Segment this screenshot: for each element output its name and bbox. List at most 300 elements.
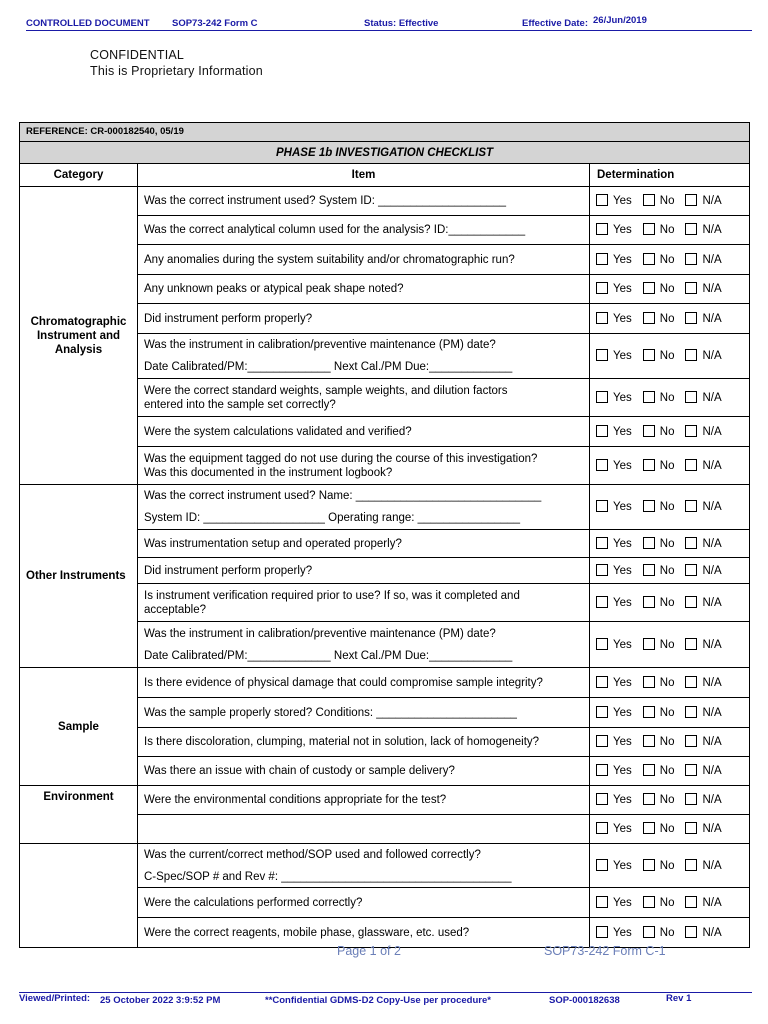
option-no — [643, 896, 675, 910]
checkbox-na[interactable] — [685, 638, 697, 650]
option-na-label: N/A — [702, 823, 722, 835]
checkbox-yes[interactable] — [596, 638, 608, 650]
checkbox-na[interactable] — [685, 822, 697, 834]
controlled-document-label: CONTROLLED DOCUMENT — [26, 18, 150, 29]
category-cell: Environment — [20, 786, 138, 844]
checkbox-na[interactable] — [685, 676, 697, 688]
option-yes-label: Yes — [613, 459, 632, 472]
option-no — [643, 706, 675, 720]
item-cell — [138, 334, 590, 379]
option-no — [643, 764, 675, 778]
option-na-label: N/A — [702, 736, 722, 748]
proprietary-note: This is Proprietary Information — [90, 64, 263, 78]
option-yes-label: Yes — [613, 596, 632, 609]
option-na-label: N/A — [702, 596, 722, 609]
option-yes-label: Yes — [613, 312, 632, 325]
option-na-label: N/A — [702, 794, 722, 806]
item-text: Were the environmental conditions appropriate for the test? — [144, 794, 447, 806]
determination-cell — [590, 757, 750, 786]
item-cell — [138, 558, 590, 584]
option-na — [685, 391, 721, 405]
checkbox-na[interactable] — [685, 391, 697, 403]
item-text: Was the instrument in calibration/preventive maintenance (PM) date? — [144, 627, 496, 640]
option-no-label: No — [659, 794, 675, 806]
option-yes — [596, 822, 632, 836]
option-no-label: No — [659, 736, 675, 748]
item-cell — [138, 668, 590, 698]
determination-cell — [590, 304, 750, 334]
checkbox-no[interactable] — [643, 425, 655, 437]
option-na-label: N/A — [702, 224, 722, 236]
option-no — [643, 253, 675, 267]
option-na-label: N/A — [702, 896, 722, 909]
checkbox-yes[interactable] — [596, 425, 608, 437]
checkbox-yes[interactable] — [596, 793, 608, 805]
column-header-item: Item — [138, 164, 590, 187]
effective-date-label: Effective Date: — [522, 18, 588, 29]
option-yes — [596, 253, 632, 267]
checkbox-no[interactable] — [643, 764, 655, 776]
option-yes-label: Yes — [613, 253, 632, 266]
determination-cell — [590, 187, 750, 216]
option-no — [643, 500, 675, 514]
checkbox-yes[interactable] — [596, 822, 608, 834]
option-no-label: No — [659, 459, 675, 472]
option-na — [685, 223, 721, 237]
option-yes — [596, 500, 632, 514]
option-no-label: No — [659, 224, 675, 236]
checkbox-yes[interactable] — [596, 926, 608, 938]
checkbox-no[interactable] — [643, 859, 655, 871]
checkbox-no[interactable] — [643, 822, 655, 834]
determination-cell — [590, 622, 750, 668]
checkbox-yes[interactable] — [596, 391, 608, 403]
option-yes — [596, 564, 632, 578]
option-no-label: No — [659, 596, 675, 609]
item-text: Was there an issue with chain of custody or sample delivery? — [144, 765, 455, 777]
item-text: Did instrument perform properly? — [144, 312, 313, 325]
checklist-row — [20, 786, 750, 815]
checkbox-na[interactable] — [685, 793, 697, 805]
option-na — [685, 564, 721, 578]
option-na-label: N/A — [702, 391, 722, 404]
item-cell — [138, 447, 590, 485]
determination-cell — [590, 530, 750, 558]
checkbox-yes[interactable] — [596, 564, 608, 576]
option-yes — [596, 459, 632, 473]
option-no — [643, 859, 675, 873]
checkbox-no[interactable] — [643, 194, 655, 206]
checkbox-na[interactable] — [685, 500, 697, 512]
determination-cell — [590, 379, 750, 417]
option-no-label: No — [659, 350, 675, 362]
determination-cell — [590, 786, 750, 815]
option-yes — [596, 706, 632, 720]
item-text: Did instrument perform properly? — [144, 564, 313, 577]
checkbox-na[interactable] — [685, 735, 697, 747]
item-cell — [138, 584, 590, 622]
checkbox-no[interactable] — [643, 706, 655, 718]
option-no-label: No — [659, 537, 675, 550]
option-yes-label: Yes — [613, 859, 632, 872]
option-yes — [596, 676, 632, 690]
item-cell — [138, 698, 590, 728]
checkbox-na[interactable] — [685, 926, 697, 938]
checkbox-no[interactable] — [643, 349, 655, 361]
item-text: Were the system calculations validated and verified? — [144, 425, 412, 438]
checkbox-yes[interactable] — [596, 282, 608, 294]
option-yes — [596, 596, 632, 610]
option-no-label: No — [659, 926, 675, 939]
item-text-continued: entered into the sample set correctly? — [144, 398, 336, 411]
item-cell — [138, 530, 590, 558]
option-na-label: N/A — [702, 638, 722, 651]
option-no — [643, 223, 675, 237]
item-text: Was the correct instrument used? System ID: ____________________ — [144, 195, 507, 207]
determination-cell — [590, 558, 750, 584]
option-na — [685, 706, 721, 720]
checkbox-no[interactable] — [643, 676, 655, 688]
option-no-label: No — [659, 676, 675, 689]
item-text: Was the sample properly stored? Conditions: ______________________ — [144, 706, 517, 719]
determination-cell — [590, 844, 750, 888]
confidential-copy-notice: **Confidential GDMS-D2 Copy-Use per procedure* — [265, 995, 491, 1006]
checkbox-na[interactable] — [685, 253, 697, 265]
option-yes — [596, 312, 632, 326]
option-na — [685, 459, 721, 473]
option-yes-label: Yes — [613, 425, 632, 438]
option-no-label: No — [659, 859, 675, 872]
option-no-label: No — [659, 823, 675, 835]
determination-cell — [590, 668, 750, 698]
determination-cell — [590, 888, 750, 918]
option-yes-label: Yes — [613, 283, 632, 295]
option-no — [643, 735, 675, 749]
item-cell — [138, 485, 590, 530]
option-no — [643, 537, 675, 551]
option-yes-label: Yes — [613, 224, 632, 236]
option-no — [643, 564, 675, 578]
determination-cell — [590, 417, 750, 447]
item-text-continued: Was this documented in the instrument logbook? — [144, 466, 393, 479]
checkbox-yes[interactable] — [596, 706, 608, 718]
checkbox-yes[interactable] — [596, 859, 608, 871]
option-no-label: No — [659, 195, 675, 207]
category-cell: Sample — [20, 668, 138, 786]
option-yes — [596, 764, 632, 778]
checkbox-yes[interactable] — [596, 500, 608, 512]
checkbox-na[interactable] — [685, 706, 697, 718]
checkbox-yes[interactable] — [596, 596, 608, 608]
item-text: Were the correct standard weights, sample weights, and dilution factors — [144, 384, 508, 397]
option-no-label: No — [659, 638, 675, 651]
option-no — [643, 596, 675, 610]
option-no-label: No — [659, 312, 675, 325]
determination-cell — [590, 216, 750, 245]
document-header — [26, 16, 752, 31]
checkbox-yes[interactable] — [596, 735, 608, 747]
checkbox-no[interactable] — [643, 537, 655, 549]
determination-cell — [590, 447, 750, 485]
checkbox-na[interactable] — [685, 537, 697, 549]
determination-cell — [590, 584, 750, 622]
option-yes — [596, 793, 632, 807]
checkbox-na[interactable] — [685, 764, 697, 776]
category-cell — [20, 844, 138, 948]
option-na — [685, 537, 721, 551]
item-cell — [138, 275, 590, 304]
option-na — [685, 859, 721, 873]
option-na — [685, 735, 721, 749]
option-yes — [596, 537, 632, 551]
sop-number: SOP-000182638 — [549, 995, 620, 1006]
option-yes — [596, 391, 632, 405]
column-header-determination: Determination — [590, 164, 750, 187]
form-number-watermark: SOP73-242 Form C-1 — [544, 944, 666, 958]
item-cell — [138, 844, 590, 888]
determination-cell — [590, 334, 750, 379]
item-cell — [138, 728, 590, 757]
option-na — [685, 253, 721, 267]
option-yes — [596, 926, 632, 940]
checkbox-na[interactable] — [685, 349, 697, 361]
option-no — [643, 459, 675, 473]
checkbox-no[interactable] — [643, 793, 655, 805]
checkbox-no[interactable] — [643, 459, 655, 471]
checkbox-na[interactable] — [685, 312, 697, 324]
option-na — [685, 282, 721, 296]
checkbox-yes[interactable] — [596, 896, 608, 908]
checkbox-na[interactable] — [685, 596, 697, 608]
checkbox-na[interactable] — [685, 282, 697, 294]
item-cell — [138, 187, 590, 216]
item-text-continued: acceptable? — [144, 603, 207, 616]
footer-rule — [19, 992, 752, 993]
option-na-label: N/A — [702, 350, 722, 362]
item-cell — [138, 786, 590, 815]
item-cell — [138, 379, 590, 417]
status-label: Status: Effective — [364, 18, 439, 29]
option-na — [685, 349, 721, 363]
option-na — [685, 822, 721, 836]
checkbox-no[interactable] — [643, 596, 655, 608]
option-na-label: N/A — [702, 706, 722, 719]
option-na — [685, 926, 721, 940]
option-na — [685, 638, 721, 652]
checkbox-na[interactable] — [685, 564, 697, 576]
checkbox-na[interactable] — [685, 425, 697, 437]
revision-label: Rev 1 — [666, 993, 692, 1004]
checkbox-na[interactable] — [685, 896, 697, 908]
checklist-title: PHASE 1b INVESTIGATION CHECKLIST — [20, 142, 750, 164]
checkbox-yes[interactable] — [596, 537, 608, 549]
checkbox-no[interactable] — [643, 253, 655, 265]
option-no — [643, 282, 675, 296]
checkbox-yes[interactable] — [596, 459, 608, 471]
checkbox-no[interactable] — [643, 500, 655, 512]
checkbox-na[interactable] — [685, 223, 697, 235]
option-yes — [596, 638, 632, 652]
item-text: Any anomalies during the system suitability and/or chromatographic run? — [144, 253, 515, 266]
item-cell — [138, 622, 590, 668]
item-cell — [138, 888, 590, 918]
item-text: Any unknown peaks or atypical peak shape noted? — [144, 283, 404, 295]
option-na-label: N/A — [702, 537, 722, 550]
item-text: Was the current/correct method/SOP used and followed correctly? — [144, 848, 481, 861]
determination-cell — [590, 815, 750, 844]
option-na — [685, 312, 721, 326]
page-number-watermark: Page 1 of 2 — [337, 944, 401, 958]
option-na — [685, 793, 721, 807]
option-na-label: N/A — [702, 926, 722, 939]
option-yes-label: Yes — [613, 501, 632, 513]
confidential-title: CONFIDENTIAL — [90, 48, 185, 62]
viewed-printed-date: 25 October 2022 3:9:52 PM — [100, 995, 221, 1006]
checkbox-na[interactable] — [685, 194, 697, 206]
option-no-label: No — [659, 425, 675, 438]
checkbox-no[interactable] — [643, 638, 655, 650]
option-no — [643, 312, 675, 326]
category-cell: Other Instruments — [20, 485, 138, 668]
option-no-label: No — [659, 765, 675, 777]
option-na-label: N/A — [702, 312, 722, 325]
item-text: Was the correct analytical column used for the analysis? ID:____________ — [144, 224, 526, 236]
confidential-notice — [90, 47, 263, 79]
option-yes-label: Yes — [613, 823, 632, 835]
option-yes-label: Yes — [613, 794, 632, 806]
option-na-label: N/A — [702, 459, 722, 472]
item-field-line: Date Calibrated/PM:_____________ Next Cal./PM Due:_____________ — [144, 361, 513, 373]
option-no-label: No — [659, 706, 675, 719]
checkbox-yes[interactable] — [596, 253, 608, 265]
option-yes-label: Yes — [613, 391, 632, 404]
viewed-printed-label: Viewed/Printed: — [19, 993, 91, 1004]
option-yes-label: Yes — [613, 195, 632, 207]
effective-date-value: 26/Jun/2019 — [593, 15, 647, 26]
option-na — [685, 896, 721, 910]
option-yes — [596, 735, 632, 749]
option-yes — [596, 859, 632, 873]
item-field-line: Date Calibrated/PM:_____________ Next Cal./PM Due:_____________ — [144, 649, 513, 662]
item-cell — [138, 417, 590, 447]
checkbox-no[interactable] — [643, 391, 655, 403]
checklist-row — [20, 485, 750, 530]
checkbox-no[interactable] — [643, 564, 655, 576]
item-text: Was instrumentation setup and operated properly? — [144, 537, 402, 550]
option-yes-label: Yes — [613, 350, 632, 362]
option-na-label: N/A — [702, 253, 722, 266]
item-text: Is there discoloration, clumping, material not in solution, lack of homogeneity? — [144, 736, 540, 748]
option-no-label: No — [659, 564, 675, 577]
option-na — [685, 596, 721, 610]
determination-cell — [590, 698, 750, 728]
option-yes-label: Yes — [613, 896, 632, 909]
option-no — [643, 926, 675, 940]
item-text: Is instrument verification required prior to use? If so, was it completed and — [144, 589, 520, 602]
checkbox-yes[interactable] — [596, 194, 608, 206]
option-yes — [596, 349, 632, 363]
category-cell: Chromatographic Instrument and Analysis — [20, 187, 138, 485]
option-yes-label: Yes — [613, 537, 632, 550]
item-cell — [138, 757, 590, 786]
option-yes-label: Yes — [613, 765, 632, 777]
determination-cell — [590, 245, 750, 275]
option-no — [643, 676, 675, 690]
option-na-label: N/A — [702, 195, 722, 207]
option-no — [643, 822, 675, 836]
option-yes — [596, 223, 632, 237]
item-text: Were the calculations performed correctly? — [144, 896, 363, 909]
item-field-line: System ID: ___________________ Operating range: ________________ — [144, 512, 520, 524]
column-header-category: Category — [20, 164, 138, 187]
option-yes-label: Yes — [613, 926, 632, 939]
option-na-label: N/A — [702, 765, 722, 777]
checkbox-yes[interactable] — [596, 676, 608, 688]
option-na — [685, 425, 721, 439]
checkbox-na[interactable] — [685, 859, 697, 871]
determination-cell — [590, 275, 750, 304]
option-no-label: No — [659, 283, 675, 295]
option-yes — [596, 425, 632, 439]
option-yes-label: Yes — [613, 638, 632, 651]
item-text: Was the correct instrument used? Name: _____________________________ — [144, 490, 542, 502]
form-number: SOP73-242 Form C — [172, 18, 258, 29]
option-na — [685, 764, 721, 778]
checkbox-yes[interactable] — [596, 349, 608, 361]
option-no — [643, 194, 675, 208]
option-yes-label: Yes — [613, 706, 632, 719]
checkbox-yes[interactable] — [596, 312, 608, 324]
option-na-label: N/A — [702, 501, 722, 513]
item-cell — [138, 815, 590, 844]
item-cell — [138, 304, 590, 334]
option-na-label: N/A — [702, 425, 722, 438]
checkbox-no[interactable] — [643, 896, 655, 908]
option-yes-label: Yes — [613, 564, 632, 577]
item-text: Was the equipment tagged do not use during the course of this investigation? — [144, 452, 538, 465]
option-yes — [596, 282, 632, 296]
option-na-label: N/A — [702, 283, 722, 295]
option-no — [643, 425, 675, 439]
option-no — [643, 793, 675, 807]
option-no-label: No — [659, 391, 675, 404]
checklist-row — [20, 844, 750, 888]
investigation-checklist-table — [19, 122, 750, 948]
checkbox-no[interactable] — [643, 282, 655, 294]
item-cell — [138, 918, 590, 948]
checkbox-yes[interactable] — [596, 223, 608, 235]
checkbox-no[interactable] — [643, 735, 655, 747]
checkbox-na[interactable] — [685, 459, 697, 471]
option-no — [643, 349, 675, 363]
item-text: Were the correct reagents, mobile phase, glassware, etc. used? — [144, 926, 470, 939]
checklist-row — [20, 187, 750, 216]
option-na-label: N/A — [702, 564, 722, 577]
option-na-label: N/A — [702, 676, 722, 689]
determination-cell — [590, 728, 750, 757]
checkbox-no[interactable] — [643, 926, 655, 938]
checkbox-yes[interactable] — [596, 764, 608, 776]
option-yes-label: Yes — [613, 736, 632, 748]
item-field-line: C-Spec/SOP # and Rev #: ____________________________________ — [144, 870, 512, 883]
checkbox-no[interactable] — [643, 223, 655, 235]
option-no-label: No — [659, 253, 675, 266]
option-na — [685, 676, 721, 690]
option-no — [643, 638, 675, 652]
checkbox-no[interactable] — [643, 312, 655, 324]
option-yes — [596, 896, 632, 910]
option-na — [685, 194, 721, 208]
